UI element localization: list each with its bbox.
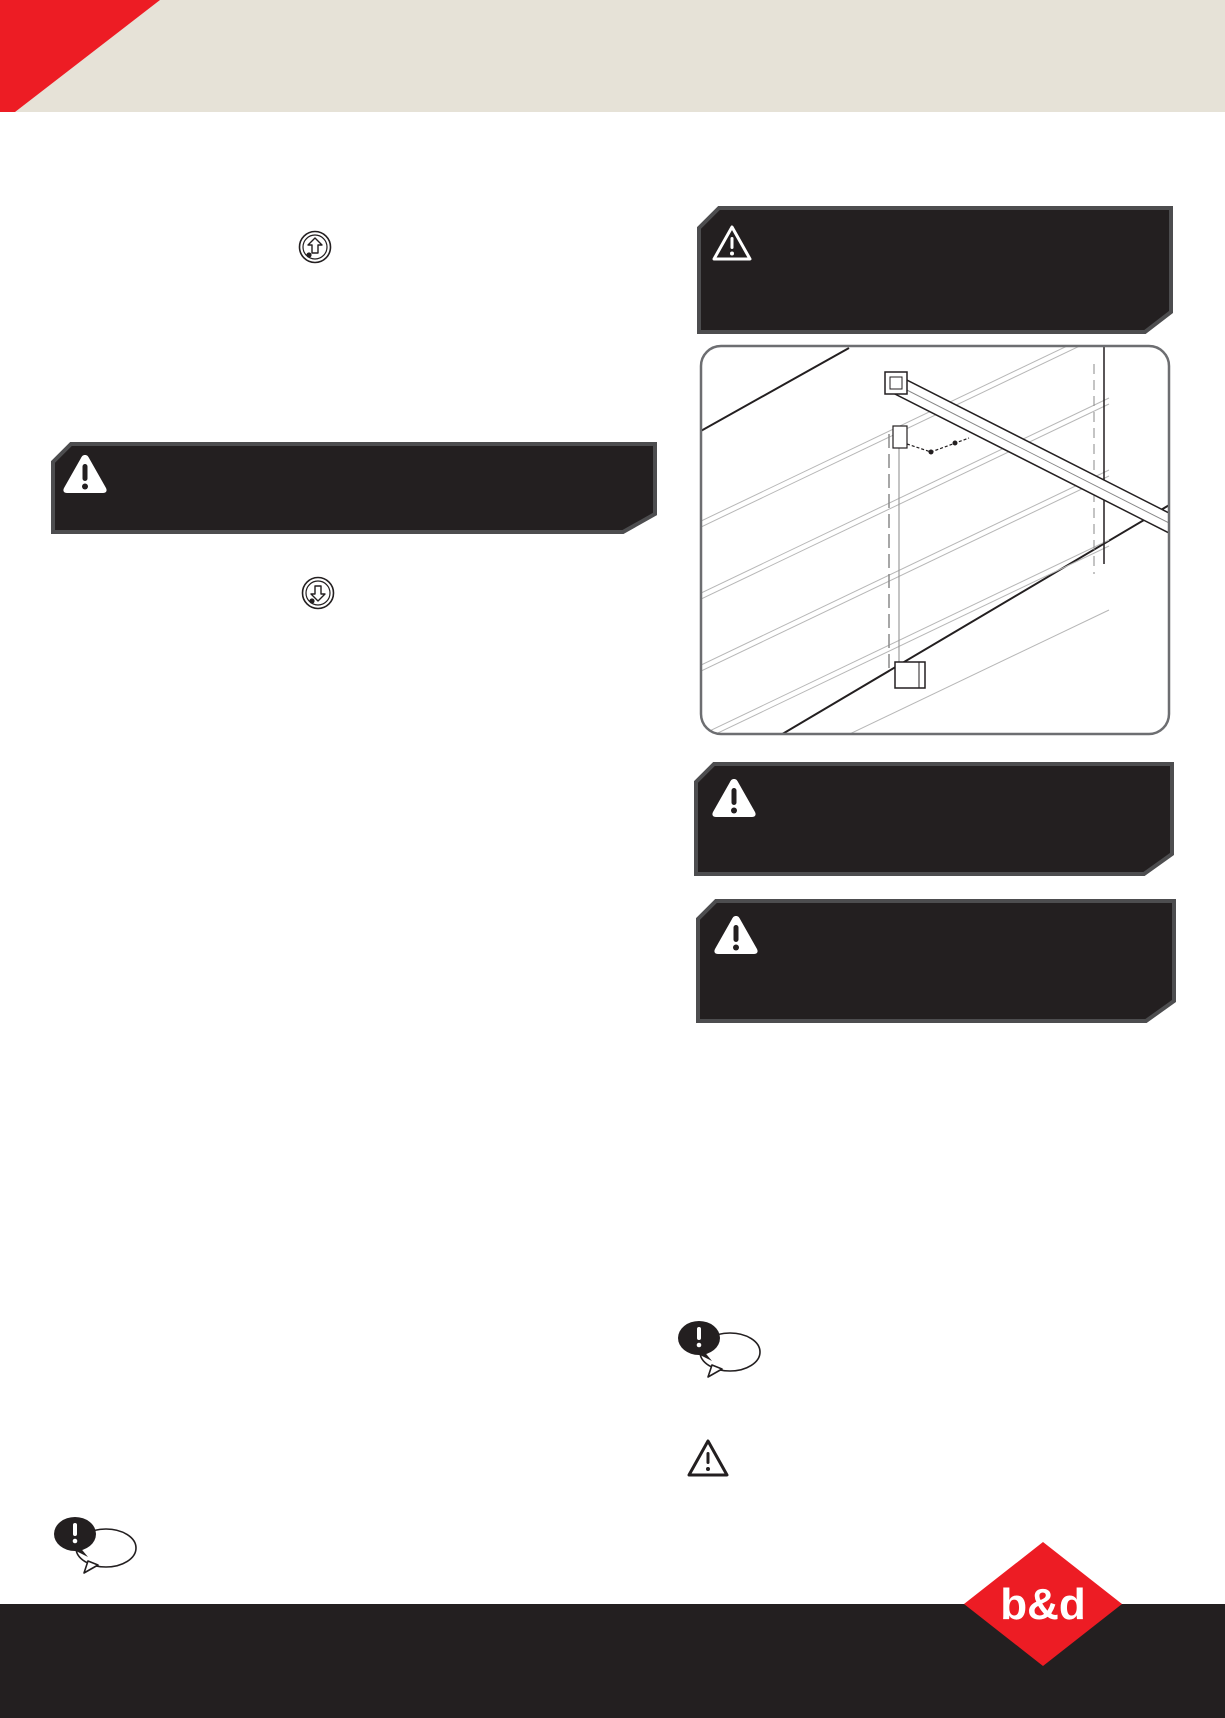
bd-logo — [962, 1540, 1124, 1668]
exclamation-triangle-icon — [710, 776, 758, 820]
garage-door-opener-rail-illustration — [699, 344, 1171, 736]
outline-warning-triangle-icon — [686, 1438, 730, 1478]
header-red-corner — [0, 0, 160, 114]
warning-box — [697, 206, 1173, 334]
warning-box — [51, 442, 657, 534]
open-up-arrow-button-icon — [298, 230, 332, 264]
close-down-arrow-button-icon — [301, 576, 335, 610]
exclamation-triangle-icon — [712, 913, 760, 957]
outline-warning-triangle-icon — [711, 224, 753, 262]
speech-bubble-note-icon — [52, 1515, 140, 1575]
exclamation-triangle-icon — [61, 452, 109, 496]
page-header-band — [0, 0, 1225, 112]
speech-bubble-note-icon — [676, 1319, 764, 1379]
warning-box — [694, 762, 1174, 876]
svg-text:b&d: b&d — [1000, 1580, 1086, 1629]
warning-box — [696, 899, 1176, 1023]
